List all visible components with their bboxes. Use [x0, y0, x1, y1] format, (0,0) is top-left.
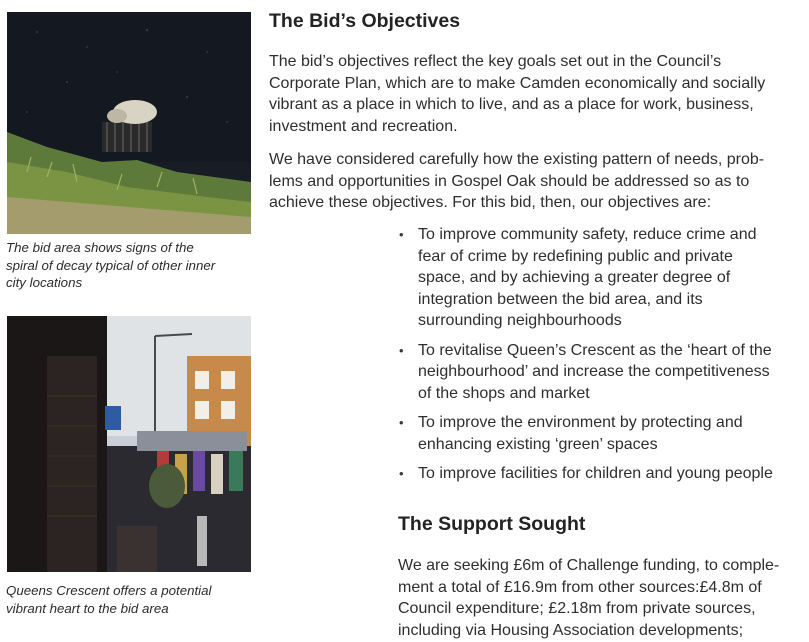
text-line: lems and opportunities in Gospel Oak should be addressed so as to — [269, 172, 750, 190]
objectives-list — [398, 224, 798, 493]
objectives-heading: The Bid’s Objectives — [269, 10, 461, 32]
pond-photo-graphic — [7, 12, 251, 234]
photo-caption-queens-crescent — [6, 582, 266, 617]
text-line: We are seeking £6m of Challenge funding, to comple- — [398, 557, 780, 574]
objective-item-revitalise — [398, 340, 798, 405]
objectives-intro-paragraph — [269, 51, 789, 137]
caption-line: spiral of decay typical of other inner — [6, 257, 216, 273]
text-line: enhancing existing ‘green’ spaces — [418, 435, 658, 453]
text-line: To improve facilities for children and young people — [418, 465, 773, 482]
photo-caption-decay — [6, 239, 266, 292]
text-line: To revitalise Queen’s Crescent as the ‘heart of the — [418, 341, 772, 359]
bullet-icon: • — [399, 342, 404, 358]
queens-crescent-photo — [7, 316, 251, 572]
bullet-icon: • — [399, 466, 404, 481]
text-line: To improve the environment by protecting and — [418, 414, 743, 431]
text-line: integration between the bid area, and its — [418, 290, 703, 308]
text-line: investment and recreation. — [269, 117, 458, 135]
objective-item-community-safety — [398, 224, 798, 332]
text-line: neighbourhood’ and increase the competitiveness — [418, 363, 770, 380]
text-line: surrounding neighbourhoods — [418, 312, 622, 329]
pond-photo — [7, 12, 251, 234]
support-paragraph — [398, 555, 790, 641]
support-heading: The Support Sought — [398, 513, 586, 535]
text-line: achieve these objectives. For this bid, then, our objectives are: — [269, 194, 712, 211]
text-line: including via Housing Association developments; — [398, 621, 744, 639]
caption-line: city locations — [6, 275, 83, 290]
text-line: The bid’s objectives reflect the key goals set out in the Council’s — [269, 53, 722, 70]
objective-item-environment — [398, 412, 798, 455]
bullet-icon: • — [399, 227, 404, 242]
caption-line: Queens Crescent offers a potential — [6, 583, 212, 598]
text-line: space, and by achieving a greater degree of — [418, 269, 731, 286]
text-line: We have considered carefully how the existing pattern of needs, prob- — [269, 151, 765, 168]
text-line: fear of crime by redefining public and private — [418, 247, 733, 265]
text-line: of the shops and market — [418, 384, 590, 402]
queens-crescent-photo-graphic — [7, 316, 251, 572]
caption-line: The bid area shows signs of the — [6, 240, 194, 255]
text-line: To improve community safety, reduce crime and — [418, 226, 757, 243]
caption-line: vibrant heart to the bid area — [6, 600, 169, 616]
objective-item-children — [398, 463, 798, 485]
objectives-approach-paragraph — [269, 149, 789, 214]
text-line: Corporate Plan, which are to make Camden economically and socially — [269, 74, 766, 92]
bullet-icon: • — [399, 415, 404, 430]
text-line: vibrant as a place in which to live, and as a place for work, business, — [269, 96, 754, 113]
text-line: ment a total of £16.9m from other sources:£4.8m of — [398, 578, 762, 596]
text-line: Council expenditure; £2.18m from private sources, — [398, 600, 756, 617]
